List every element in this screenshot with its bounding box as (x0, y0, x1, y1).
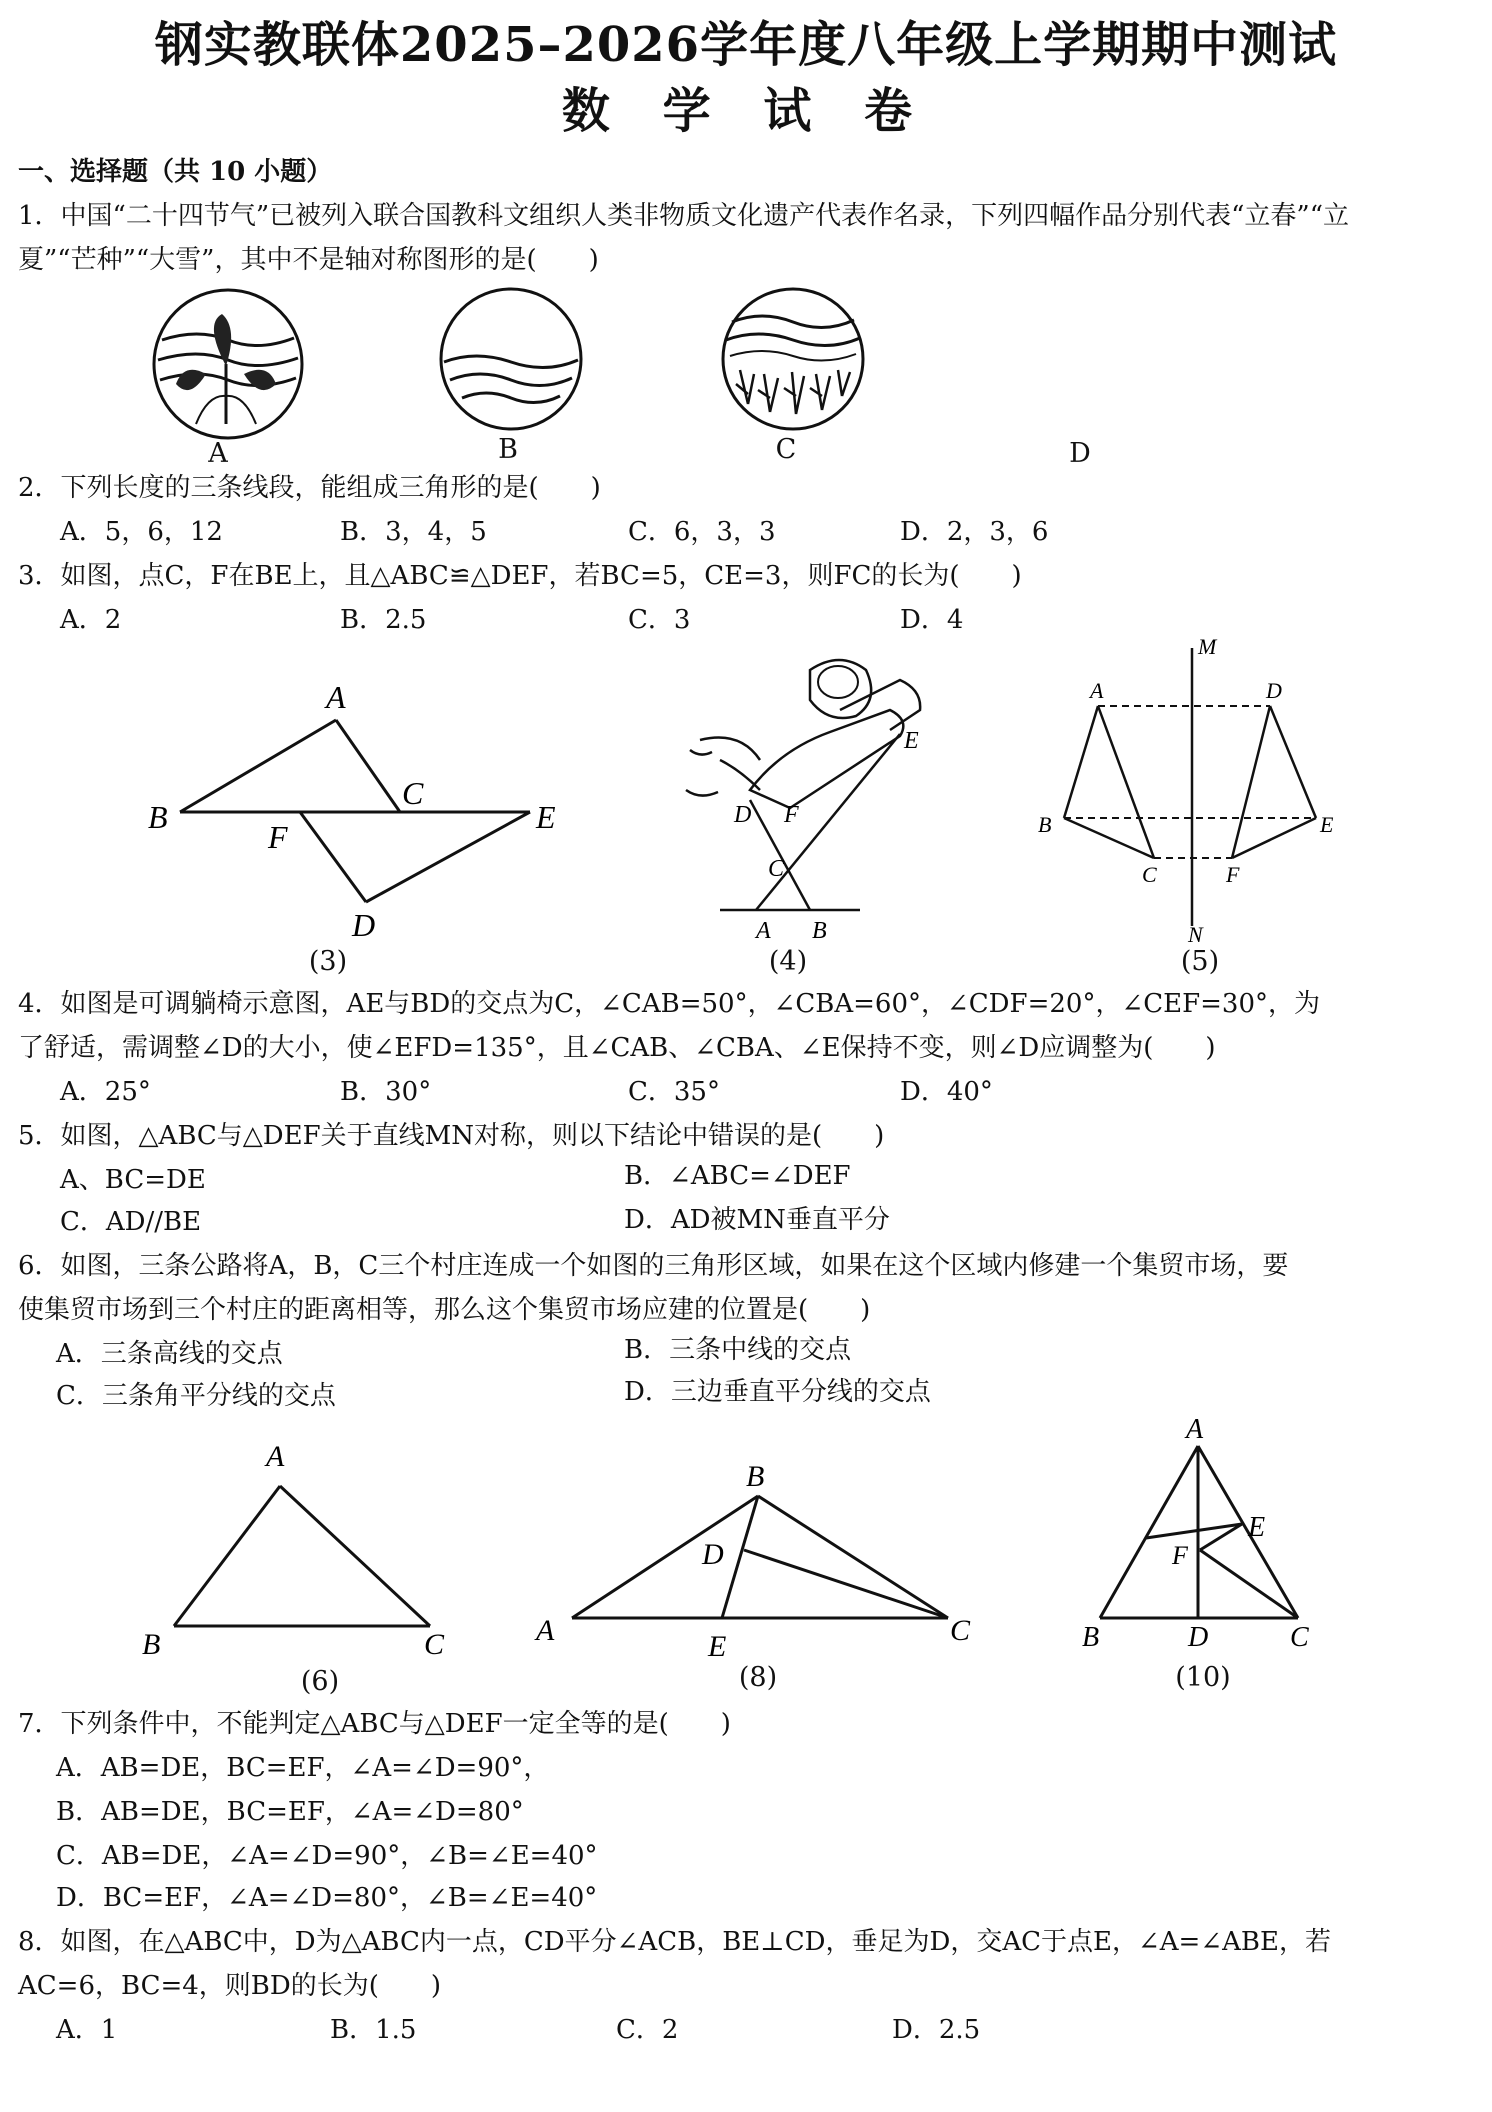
fig3-point-f: F (268, 819, 288, 855)
q2-option-b: B．3，4，5 (340, 517, 487, 547)
q6-option-b: B．三条中线的交点 (624, 1335, 852, 1365)
q5-stem: 5．如图，△ABC与△DEF关于直线MN对称，则以下结论中错误的是( ) (18, 1121, 885, 1151)
fig5-point-e: E (1320, 812, 1334, 837)
q1-line1: 1．中国“二十四节气”已被列入联合国教科文组织人类非物质文化遗产代表作名录，下列四幅作品分别代表“立春”“立 (18, 201, 1350, 231)
fig3-point-e: E (536, 799, 556, 835)
fig10-point-d: D (1188, 1622, 1209, 1653)
fig8-point-e: E (708, 1630, 727, 1663)
q7-option-d: D．BC=EF，∠A=∠D=80°，∠B=∠E=40° (56, 1883, 598, 1913)
q5-option-b: B．∠ABC=∠DEF (624, 1161, 851, 1191)
fig5-point-a: A (1090, 678, 1104, 703)
fig6-point-c: C (424, 1628, 445, 1661)
fig5-point-f: F (1226, 862, 1240, 887)
fig3-point-a: A (326, 679, 346, 715)
fig10-point-a: A (1186, 1414, 1204, 1445)
fig5-point-d: D (1266, 678, 1282, 703)
figure-4 (660, 640, 940, 950)
q3-option-c: C．3 (628, 605, 691, 635)
figure-3-caption: (3) (308, 946, 348, 977)
fig10-point-b: B (1082, 1622, 1100, 1653)
figure-3 (140, 670, 580, 950)
fig6-point-b: B (142, 1628, 161, 1661)
q4-line2: 了舒适，需调整∠D的大小，使∠EFD=135°，且∠CAB、∠CBA、∠E保持不变，则∠D应调整为( ) (18, 1033, 1216, 1063)
q7-option-a: A．AB=DE，BC=EF，∠A=∠D=90°， (56, 1753, 550, 1783)
figure-10-caption: (10) (1175, 1662, 1231, 1693)
fig8-point-b: B (746, 1460, 765, 1493)
q5-option-a: A、BC=DE (60, 1165, 206, 1195)
fig10-point-e: E (1248, 1512, 1266, 1543)
fig4-point-d: D (734, 802, 752, 828)
q1-label-d: D (1069, 438, 1091, 469)
figure-4-caption: (4) (768, 946, 808, 977)
q7-option-c: C．AB=DE，∠A=∠D=90°，∠B=∠E=40° (56, 1841, 598, 1871)
q2-option-d: D．2，3，6 (900, 517, 1049, 547)
fig4-point-c: C (768, 856, 785, 882)
q3-option-a: A．2 (60, 605, 122, 635)
q1-label-c: C (775, 434, 797, 465)
fig10-point-f: F (1172, 1541, 1188, 1570)
q8-line1: 8．如图，在△ABC中，D为△ABC内一点，CD平分∠ACB，BE⊥CD，垂足为D，交AC于点E，∠A=∠ABE，若 (18, 1927, 1331, 1957)
q8-line2: AC=6，BC=4，则BD的长为( ) (18, 1971, 442, 2001)
q4-option-b: B．30° (340, 1077, 432, 1107)
q1-option-a-image (148, 284, 308, 444)
fig5-point-n: N (1188, 922, 1203, 947)
q1-label-b: B (498, 434, 518, 465)
q6-option-d: D．三边垂直平分线的交点 (624, 1377, 931, 1407)
q6-line1: 6．如图，三条公路将A，B，C三个村庄连成一个如图的三角形区域，如果在这个区域内修建一个集贸市场，要 (18, 1251, 1289, 1281)
figure-5-caption: (5) (1180, 946, 1220, 977)
page-title: 钢实教联体2025–2026学年度八年级上学期期中测试 (154, 17, 1338, 73)
fig4-point-f: F (784, 802, 799, 828)
q1-label-a: A (208, 438, 228, 469)
figure-5 (1030, 636, 1360, 948)
q4-option-a: A．25° (60, 1077, 151, 1107)
q6-option-c: C．三条角平分线的交点 (56, 1381, 336, 1411)
q3-option-d: D．4 (900, 605, 964, 635)
figure-10 (1080, 1410, 1340, 1660)
fig4-point-a: A (756, 918, 771, 944)
fig4-point-e: E (904, 728, 919, 754)
q1-option-b-image (436, 284, 586, 434)
fig8-point-a: A (536, 1614, 555, 1647)
q2-option-c: C．6，3，3 (628, 517, 776, 547)
fig8-point-d: D (702, 1538, 724, 1571)
fig3-point-b: B (148, 799, 168, 835)
q2-option-a: A．5，6，12 (60, 517, 223, 547)
q3-stem: 3．如图，点C，F在BE上，且△ABC≌△DEF，若BC=5，CE=3，则FC的长为( ) (18, 561, 1022, 591)
q8-option-b: B．1.5 (330, 2015, 417, 2045)
q1-option-c-image (718, 284, 868, 434)
page-subtitle: 数 学 试 卷 (561, 83, 931, 139)
fig3-point-c: C (402, 775, 424, 811)
figure-6-caption: (6) (300, 1666, 340, 1697)
fig6-point-a: A (266, 1440, 285, 1473)
q7-option-b: B．AB=DE，BC=EF，∠A=∠D=80° (56, 1797, 524, 1827)
q5-option-d: D．AD被MN垂直平分 (624, 1205, 890, 1235)
section-heading: 一、选择题（共 10 小题） (18, 157, 333, 187)
figure-8 (530, 1450, 990, 1663)
fig8-point-c: C (950, 1614, 971, 1647)
q4-option-c: C．35° (628, 1077, 720, 1107)
q6-line2: 使集贸市场到三个村庄的距离相等，那么这个集贸市场应建的位置是( ) (18, 1295, 871, 1325)
q2-stem: 2．下列长度的三条线段，能组成三角形的是( ) (18, 473, 601, 503)
q5-option-c: C．AD//BE (60, 1207, 202, 1237)
fig3-point-d: D (352, 907, 376, 943)
q6-option-a: A．三条高线的交点 (56, 1339, 283, 1369)
q8-option-a: A．1 (56, 2015, 118, 2045)
q1-line2: 夏”“芒种”“大雪”，其中不是轴对称图形的是( ) (18, 245, 599, 275)
q4-option-d: D．40° (900, 1077, 993, 1107)
figure-6 (140, 1434, 470, 1664)
fig5-point-c: C (1142, 862, 1157, 887)
figure-8-caption: (8) (738, 1662, 778, 1693)
fig10-point-c: C (1290, 1622, 1309, 1653)
q8-option-d: D．2.5 (892, 2015, 981, 2045)
q4-line1: 4．如图是可调躺椅示意图，AE与BD的交点为C，∠CAB=50°，∠CBA=60°，∠CDF=20°，∠CEF=30°，为 (18, 989, 1321, 1019)
fig4-point-b: B (812, 918, 827, 944)
q8-option-c: C．2 (616, 2015, 679, 2045)
q3-option-b: B．2.5 (340, 605, 427, 635)
q7-stem: 7．下列条件中，不能判定△ABC与△DEF一定全等的是( ) (18, 1709, 731, 1739)
fig5-point-b: B (1038, 812, 1052, 837)
fig5-point-m: M (1198, 634, 1217, 659)
